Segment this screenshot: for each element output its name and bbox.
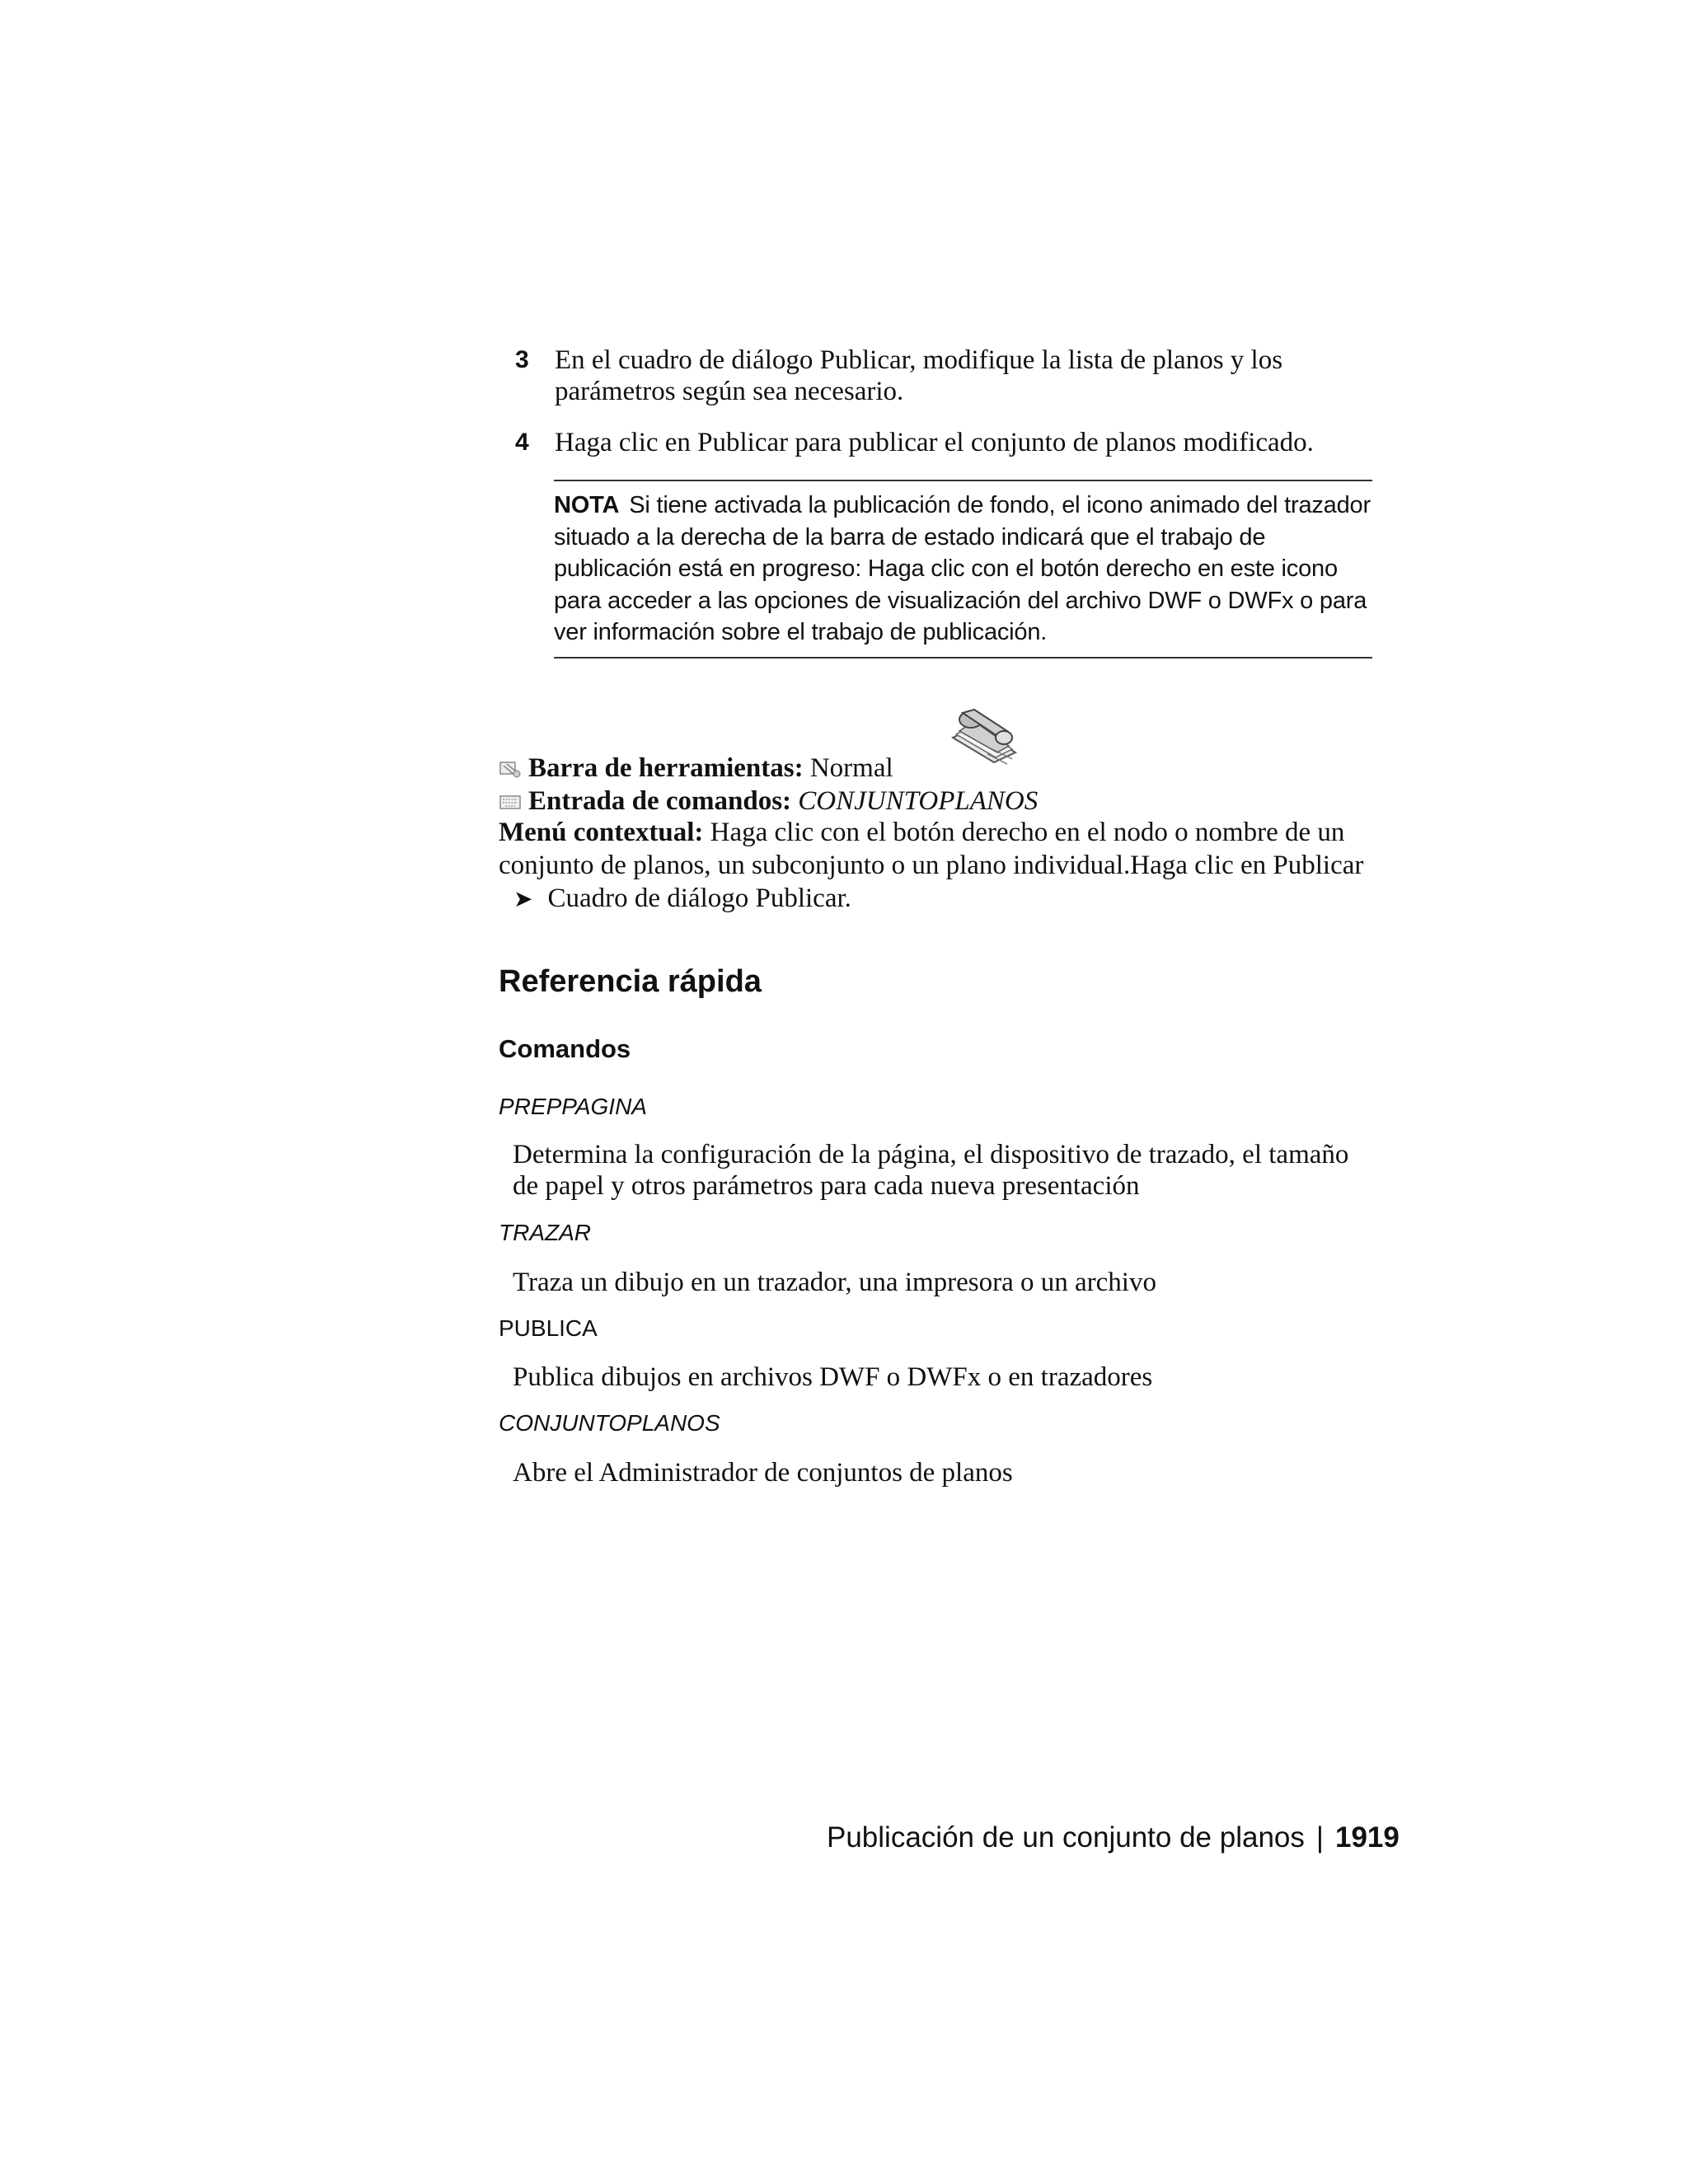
page-footer (827, 1821, 1400, 1854)
footer-section-title: Publicación de un conjunto de planos (827, 1821, 1305, 1854)
command-entry-line (499, 785, 1038, 818)
toolbar-label: Barra de herramientas: (528, 753, 804, 783)
toolbar-value: Normal (809, 753, 893, 783)
page-number: 1919 (1334, 1821, 1400, 1854)
footer-separator: | (1315, 1821, 1324, 1854)
command-entry-label: Entrada de comandos: (528, 786, 792, 816)
toolbar-icon (499, 759, 522, 779)
menu-path-end: Cuadro de diálogo Publicar. (547, 883, 851, 913)
step-number: 3 (515, 346, 529, 373)
step-number: 4 (515, 429, 529, 456)
command-name: PUBLICA (499, 1315, 598, 1341)
context-menu-paragraph (499, 816, 1374, 916)
keyboard-icon (499, 792, 522, 812)
step-text: Haga clic en Publicar para publicar el conjunto de planos modificado. (555, 428, 1314, 457)
commands-heading: Comandos (499, 1034, 631, 1063)
command-entry-value: CONJUNTOPLANOS (798, 786, 1039, 816)
command-description: Determina la configuración de la página, el dispositivo de trazado, el tamaño de papel y otros parámetros para cada nueva presentación (513, 1140, 1349, 1201)
note-label: NOTA (554, 492, 620, 518)
command-name: TRAZAR (499, 1220, 591, 1245)
command-description: Traza un dibujo en un trazador, una impresora o un archivo (513, 1268, 1156, 1297)
sheet-set-roll-icon (946, 705, 1020, 772)
command-name: PREPPAGINA (499, 1094, 647, 1119)
context-menu-text: Haga clic con el botón derecho en el nodo o nombre de un conjunto de planos, un subconjunto o un plano individual.Haga clic en (499, 818, 1345, 880)
toolbar-line (499, 752, 893, 785)
note-box (554, 480, 1372, 658)
step-text: En el cuadro de diálogo Publicar, modifique la lista de planos y los parámetros según sea necesario. (555, 345, 1283, 406)
quick-reference-heading: Referencia rápida (499, 964, 762, 999)
command-description: Publica dibujos en archivos DWF o DWFx o en trazadores (513, 1362, 1153, 1392)
menu-path-start: Publicar (1273, 851, 1364, 880)
context-menu-label: Menú contextual: (499, 818, 704, 847)
menu-arrow-icon: ➤ (513, 887, 533, 912)
command-name: CONJUNTOPLANOS (499, 1410, 720, 1436)
note-text: Si tiene activada la publicación de fondo, el icono animado del trazador situado a la derecha de la barra de estado indicará que el trabajo de publicación está en progreso: Haga clic con el botón derecho en este icono para acceder a las opciones de visualización del archivo DWF o DWFx o para ver información sobre el trabajo de publicación. (554, 492, 1371, 645)
command-description: Abre el Administrador de conjuntos de planos (513, 1458, 1013, 1488)
